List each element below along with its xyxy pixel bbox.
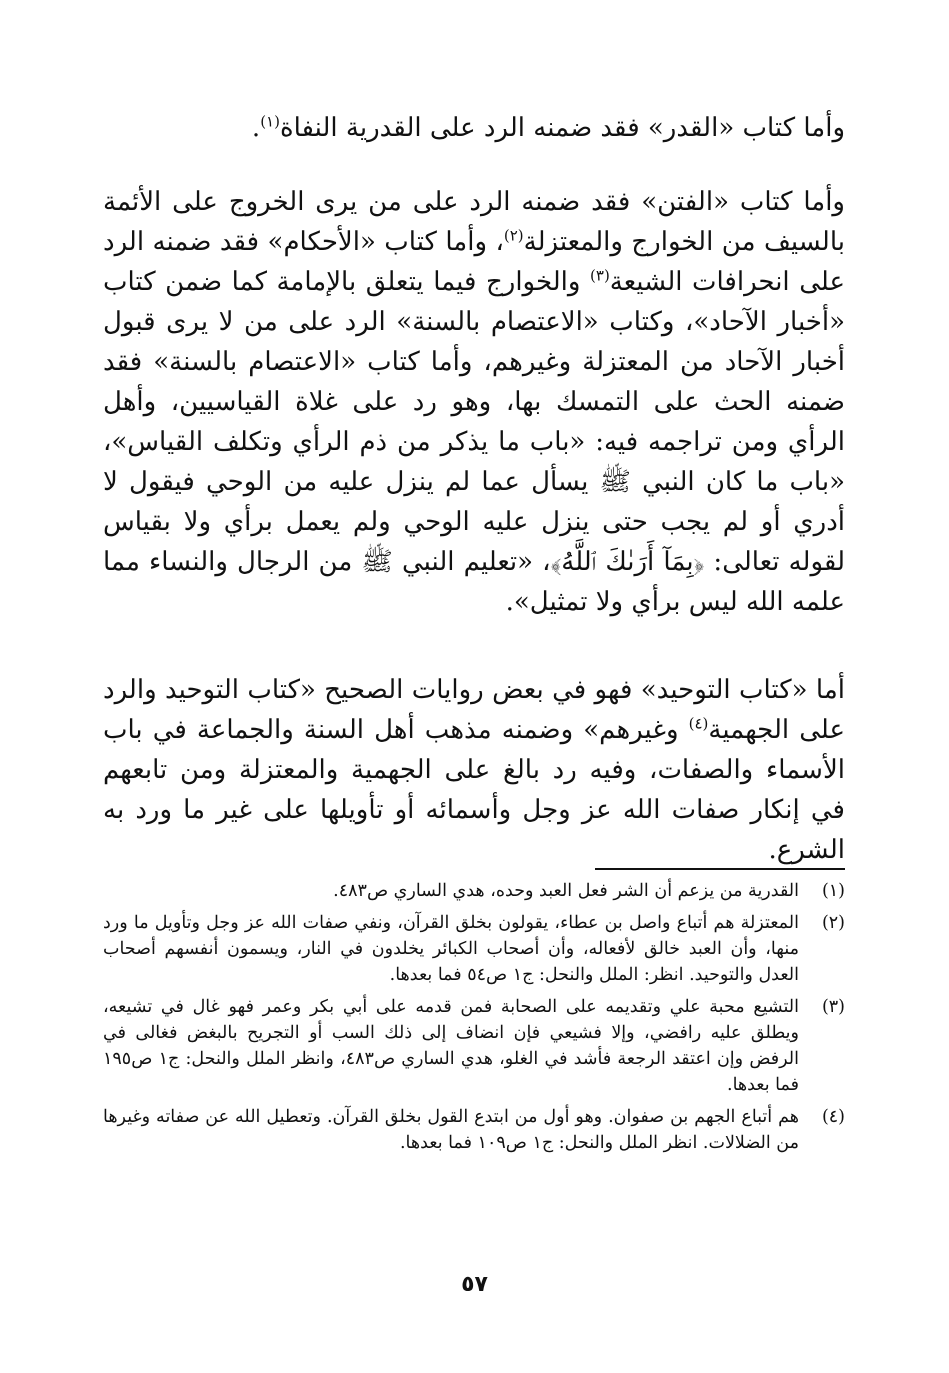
footnote-divider bbox=[595, 868, 845, 870]
paragraph-text: وأما كتاب «القدر» فقد ضمنه الرد على القدرية النفاة bbox=[279, 113, 845, 143]
footnote-number: (٣) bbox=[821, 997, 845, 1017]
footnote-number: (٤) bbox=[821, 1107, 845, 1127]
footnote-1 bbox=[103, 878, 845, 904]
paragraph-text: والخوارج فيما يتعلق بالإمامة كما ضمن كتاب «أخبار الآحاد»، وكتاب «الاعتصام بالسنة» الرد على من لا يرى قبول أخبار الآحاد من المعتزلة وغيرهم، وأما كتاب «الاعتصام بالسنة» فقد ضمنه الحث على التمسك بها، وهو رد على غلاة القياسيين، وأهل الرأي ومن تراجمه فيه: «باب ما يذكر من ذم الرأي وتكلف القياس»، «باب ما كان النبي ﷺ يسأل عما لم ينزل عليه من الوحي فيقول لا أدري أو لم يجب حتى ينزل عليه الوحي ولم يعمل برأي ولا بقياس لقوله تعالى: ﴿بِمَآ أَرَىٰكَ ٱللَّهُ﴾، «تعليم النبي ﷺ من الرجال والنساء مما علمه الله ليس برأي ولا تمثيل». bbox=[103, 267, 846, 617]
footnote-text: هم أتباع الجهم بن صفوان. وهو أول من ابتدع القول بخلق القرآن. وتعطيل الله عن صفاته وغيرها من الضلالات. انظر الملل والنحل: ج١ ص١٠٩ فما بعدها. bbox=[103, 1107, 799, 1153]
footnote-text: المعتزلة هم أتباع واصل بن عطاء، يقولون بخلق القرآن، ونفي صفات الله عز وجل وتأويل ما ورد منها، وأن العبد خالق لأفعاله، وأن أصحاب الكبائر يخلدون في النار، ويسمون أنفسهم أصحاب العدل والتوحيد. انظر: الملل والنحل: ج١ ص٥٤ فما بعدها. bbox=[103, 913, 799, 985]
footnote-ref-4[interactable]: (٤) bbox=[688, 714, 709, 733]
footnotes bbox=[103, 878, 845, 1162]
paragraph-fitan bbox=[103, 182, 845, 622]
footnote-ref-1[interactable]: (١) bbox=[260, 112, 280, 131]
paragraph-text: وأما كتاب «الفتن» فقد ضمنه الرد على من يرى الخروج على الأئمة بالسيف من الخوارج والمعتزلة bbox=[103, 187, 845, 257]
footnote-2 bbox=[103, 910, 845, 988]
paragraph-tawhid bbox=[103, 670, 845, 870]
paragraph-qadar bbox=[103, 108, 845, 148]
footnote-number: (٢) bbox=[821, 913, 845, 933]
footnote-ref-2[interactable]: (٢) bbox=[503, 226, 524, 245]
footnote-3 bbox=[103, 994, 845, 1098]
page-number: ٥٧ bbox=[461, 1272, 488, 1297]
footnote-number: (١) bbox=[821, 881, 845, 901]
paragraph-text: أما «كتاب التوحيد» فهو في بعض روايات الصحيح «كتاب التوحيد والرد على الجهمية bbox=[103, 675, 845, 745]
footnote-ref-3[interactable]: (٣) bbox=[590, 266, 610, 285]
footnote-text: القدرية من يزعم أن الشر فعل العبد وحده، هدي الساري ص٤٨٣. bbox=[333, 881, 799, 901]
footnote-text: التشيع محبة علي وتقديمه على الصحابة فمن قدمه على أبي بكر وعمر فهو غال في تشيعه، ويطلق عليه رافضي، وإلا فشيعي فإن انضاف إلى ذلك السب أو التجريح بالبغض فغالى في الرفض وإن اعتقد الرجعة فأشد في الغلو، هدي الساري ص٤٨٣، وانظر الملل والنحل: ج١ ص١٩٥ فما بعدها. bbox=[103, 997, 799, 1095]
paragraph-text: وغيرهم» وضمنه مذهب أهل السنة والجماعة في باب الأسماء والصفات، وفيه رد بالغ على الجهمية والمعتزلة ومن تابعهم في إنكار صفات الله عز وجل وأسمائه أو تأويلها على غير ما ورد به الشرع. bbox=[103, 715, 845, 865]
paragraph-text: ، وأما كتاب «الأحكام» فقد ضمنه الرد على انحرافات الشيعة bbox=[103, 227, 845, 297]
paragraph-end: . bbox=[251, 113, 261, 143]
footnote-4 bbox=[103, 1104, 845, 1156]
